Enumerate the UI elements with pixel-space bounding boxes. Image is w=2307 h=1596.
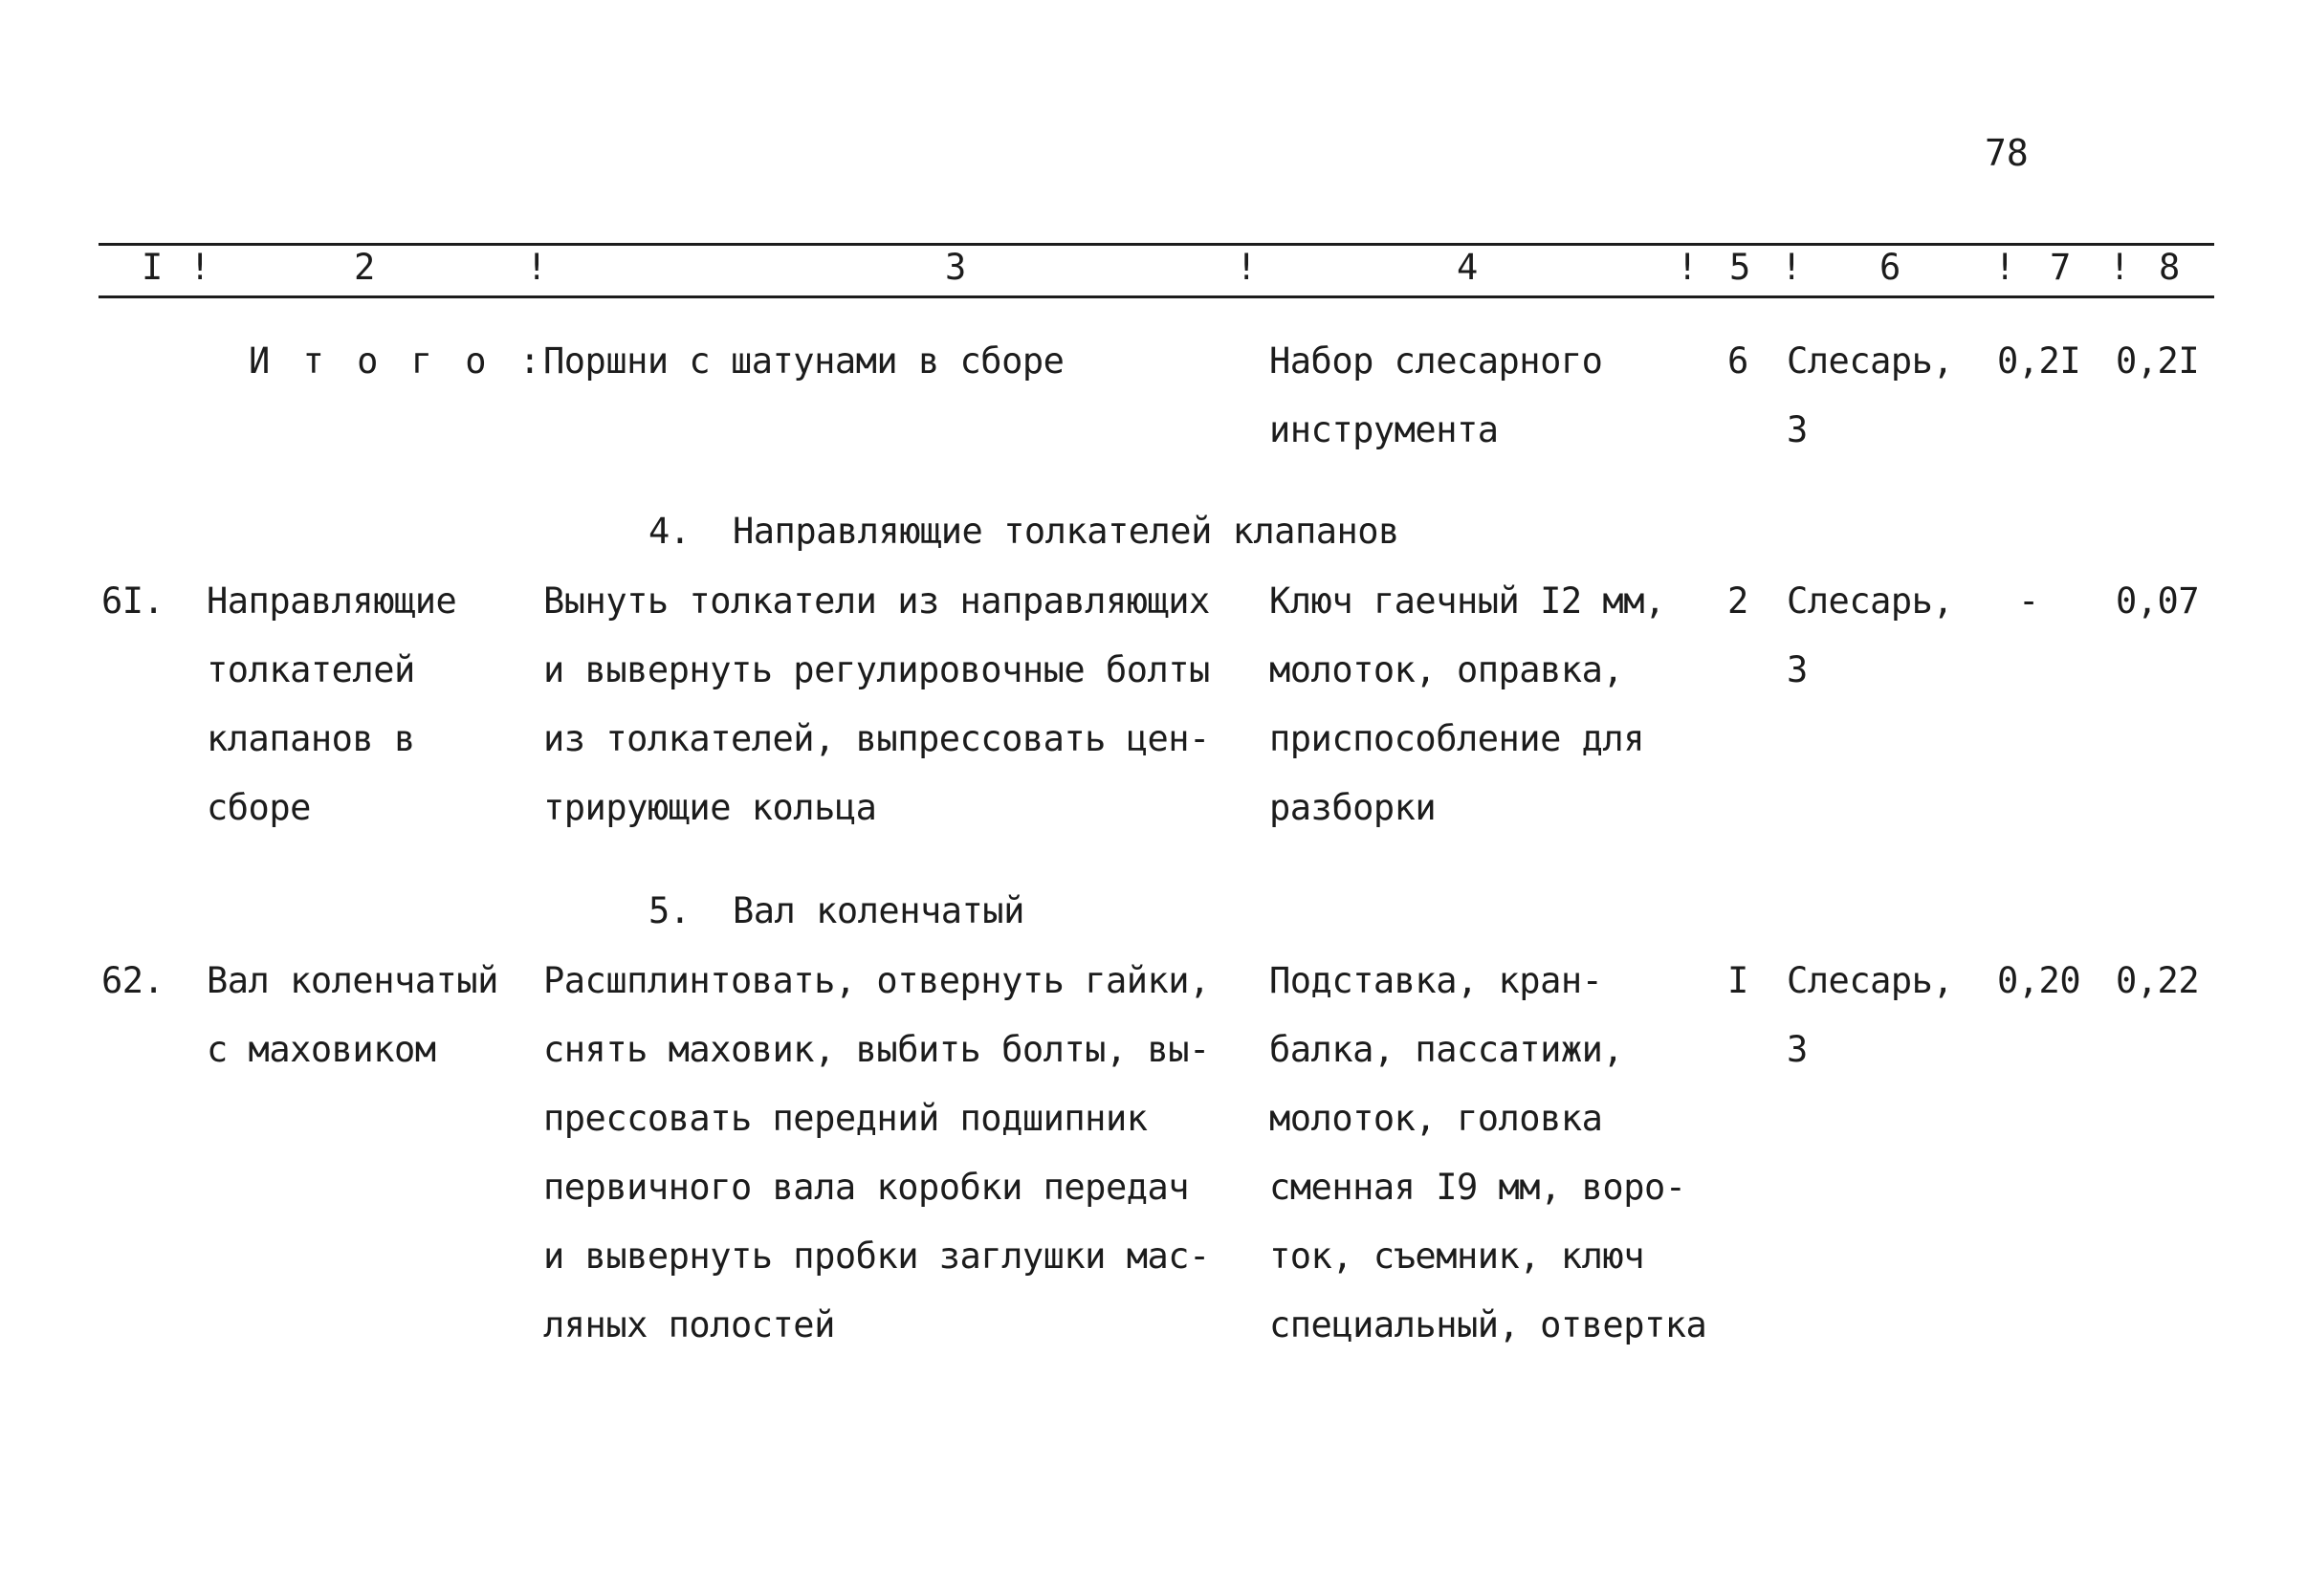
row-count: I xyxy=(1727,960,1748,1001)
row-tools-line: молоток, головка xyxy=(1269,1098,1603,1139)
col-separator: ! xyxy=(1236,247,1258,288)
col-separator: ! xyxy=(1781,247,1803,288)
row-grade: 3 xyxy=(1787,649,1808,690)
row-operation-line: Вынуть толкатели из направляющих xyxy=(543,580,1210,622)
col-4-header: 4 xyxy=(1457,247,1479,288)
col-3-header: 3 xyxy=(945,247,967,288)
col-1-header: I xyxy=(142,247,164,288)
row-tools-line: разборки xyxy=(1269,787,1437,828)
row-col8: 0,07 xyxy=(2116,580,2200,622)
totals-count: 6 xyxy=(1727,340,1748,382)
section-number: 4. xyxy=(648,511,691,552)
row-tools-line: сменная I9 мм, воро- xyxy=(1269,1167,1686,1208)
col-2-header: 2 xyxy=(354,247,376,288)
col-7-header: 7 xyxy=(2050,247,2072,288)
col-separator: ! xyxy=(2109,247,2131,288)
totals-grade: 3 xyxy=(1787,409,1808,450)
row-operation-line: первичного вала коробки передач xyxy=(543,1167,1190,1208)
row-tools-line: ток, съемник, ключ xyxy=(1269,1235,1644,1277)
row-number: 62. xyxy=(101,960,165,1001)
row-tools-line: Подставка, кран- xyxy=(1269,960,1603,1001)
row-part-line: Вал коленчатый xyxy=(207,960,498,1001)
row-tools-line: молоток, оправка, xyxy=(1269,649,1624,690)
row-part-line: толкателей xyxy=(207,649,415,690)
row-tools-line: балка, пассатижи, xyxy=(1269,1029,1624,1070)
row-worker: Слесарь, xyxy=(1787,960,1954,1001)
totals-item: Поршни с шатунами в сборе xyxy=(543,340,1065,382)
totals-tools-line: инструмента xyxy=(1269,409,1499,450)
totals-col8: 0,2I xyxy=(2116,340,2200,382)
col-6-header: 6 xyxy=(1879,247,1901,288)
section-title: Направляющие толкателей клапанов xyxy=(733,511,1399,552)
row-part-line: с маховиком xyxy=(207,1029,436,1070)
totals-col7: 0,2I xyxy=(1997,340,2081,382)
row-operation-line: и вывернуть регулировочные болты xyxy=(543,649,1210,690)
col-5-header: 5 xyxy=(1729,247,1751,288)
totals-tools-line: Набор слесарного xyxy=(1269,340,1603,382)
row-col7: 0,20 xyxy=(1997,960,2081,1001)
row-part-line: клапанов в xyxy=(207,718,415,759)
row-col8: 0,22 xyxy=(2116,960,2200,1001)
col-separator: ! xyxy=(1994,247,2016,288)
row-worker: Слесарь, xyxy=(1787,580,1954,622)
row-part-line: Направляющие xyxy=(207,580,457,622)
col-separator: ! xyxy=(526,247,548,288)
row-col7: - xyxy=(2018,580,2039,622)
row-count: 2 xyxy=(1727,580,1748,622)
row-operation-line: и вывернуть пробки заглушки мас- xyxy=(543,1235,1210,1277)
section-title: Вал коленчатый xyxy=(733,890,1024,931)
row-grade: 3 xyxy=(1787,1029,1808,1070)
col-8-header: 8 xyxy=(2159,247,2181,288)
row-tools-line: специальный, отвертка xyxy=(1269,1304,1707,1345)
row-operation-line: прессовать передний подшипник xyxy=(543,1098,1148,1139)
row-operation-line: Расшплинтовать, отвернуть гайки, xyxy=(543,960,1210,1001)
row-tools-line: приспособление для xyxy=(1269,718,1644,759)
col-separator: ! xyxy=(1677,247,1699,288)
section-number: 5. xyxy=(648,890,691,931)
row-operation-line: снять маховик, выбить болты, вы- xyxy=(543,1029,1210,1070)
row-part-line: сборе xyxy=(207,787,311,828)
col-separator: ! xyxy=(189,247,211,288)
totals-label: И т о г о : xyxy=(249,340,547,382)
row-operation-line: ляных полостей xyxy=(543,1304,835,1345)
row-operation-line: из толкателей, выпрессовать цен- xyxy=(543,718,1210,759)
row-operation-line: трирующие кольца xyxy=(543,787,877,828)
row-tools-line: Ключ гаечный I2 мм, xyxy=(1269,580,1665,622)
page-number: 78 xyxy=(1985,132,2029,174)
row-number: 6I. xyxy=(101,580,165,622)
totals-worker: Слесарь, xyxy=(1787,340,1954,382)
